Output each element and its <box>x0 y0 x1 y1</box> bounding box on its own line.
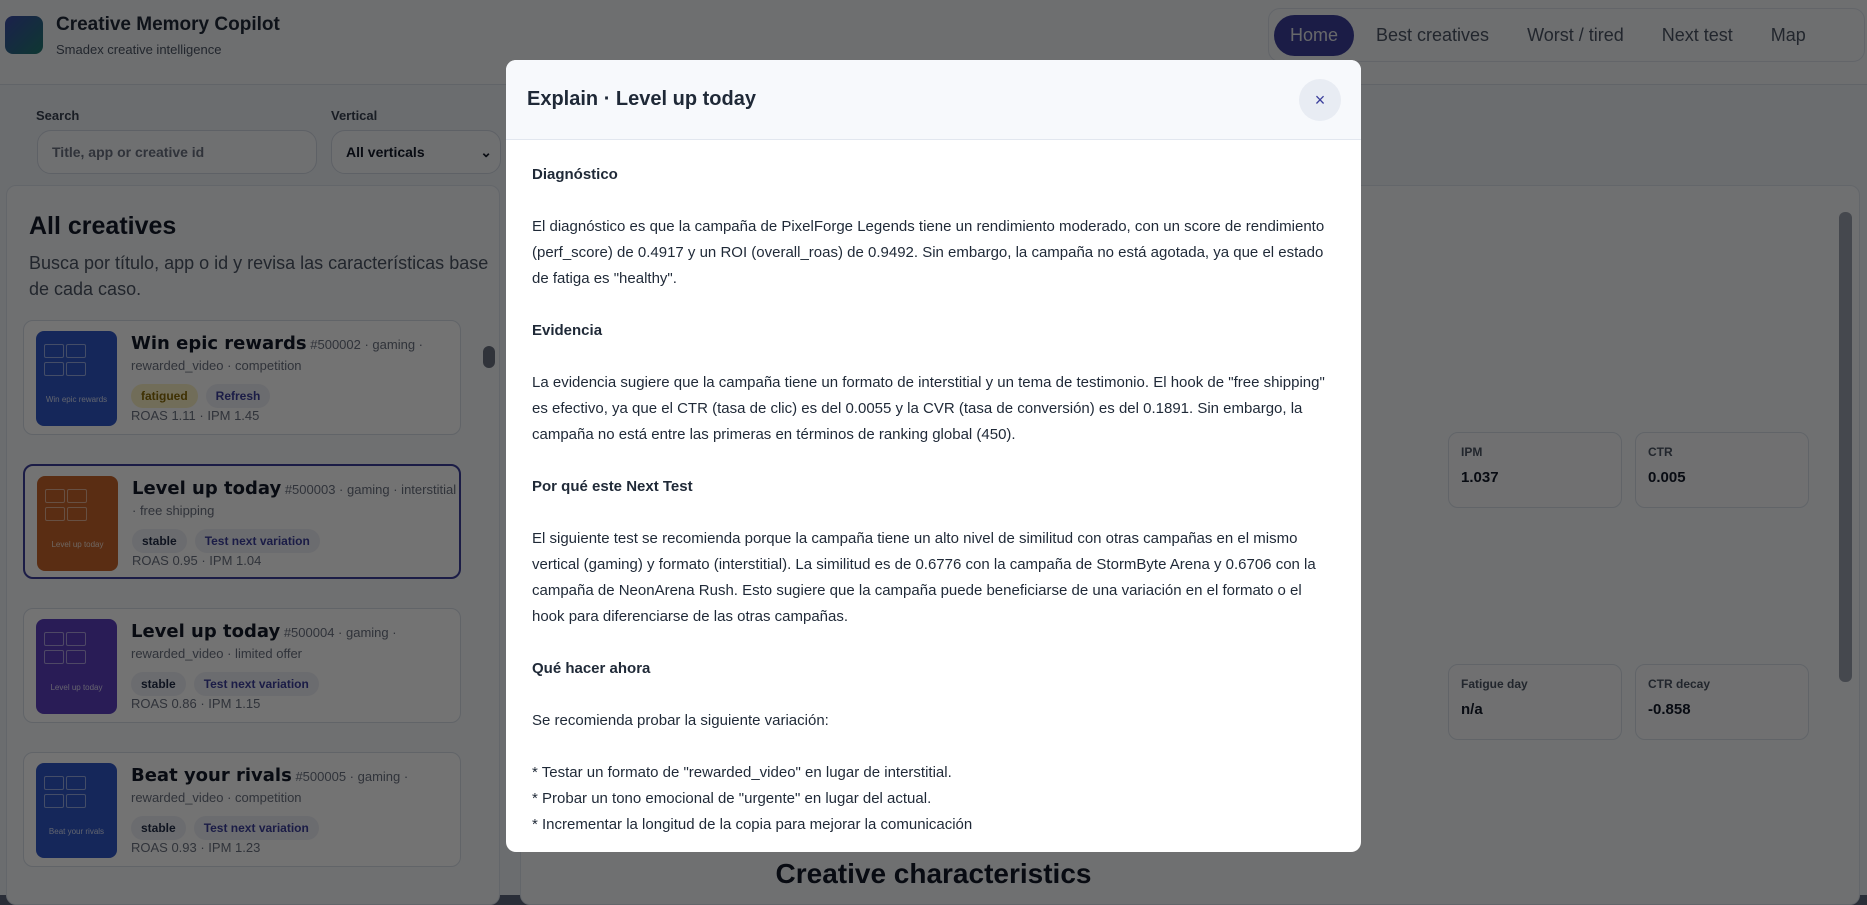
creative-thumbnail <box>36 331 117 426</box>
creative-stats: ROAS 0.95 · IPM 1.04 <box>132 553 262 568</box>
section-heading: Diagnóstico <box>532 166 618 183</box>
creative-title: Level up today <box>131 621 281 642</box>
thumbnail-text: Win epic rewards <box>45 395 108 404</box>
status-badge: stable <box>131 672 186 696</box>
action-badge: Refresh <box>206 384 271 408</box>
creative-title: Win epic rewards <box>131 333 307 354</box>
close-button[interactable] <box>1299 79 1341 121</box>
bullet-item: * Incrementar la longitud de la copia para mejorar la comunicación <box>532 816 973 833</box>
panel-subtitle: Busca por título, app o id y revisa las características base de cada caso. <box>29 253 489 299</box>
app-title: Creative Memory Copilot <box>56 14 280 35</box>
metric-value: 0.005 <box>1648 469 1686 486</box>
creative-meta: #500004 · gaming · rewarded_video · limited offer <box>131 625 397 661</box>
app-logo <box>5 16 43 54</box>
explain-modal <box>506 60 1361 852</box>
creative-thumbnail <box>37 476 118 571</box>
section-heading: Qué hacer ahora <box>532 660 651 677</box>
metric-value: 1.037 <box>1461 469 1499 486</box>
chevron-down-icon: ⌄ <box>480 143 492 160</box>
nav-best-creatives[interactable]: Best creatives <box>1376 24 1490 45</box>
creative-card[interactable] <box>23 464 461 579</box>
thumbnail-text: Level up today <box>51 540 104 549</box>
creative-card[interactable] <box>23 608 461 723</box>
metric-label: CTR decay <box>1648 677 1711 691</box>
status-badge: stable <box>132 529 187 553</box>
thumbnail-text: Level up today <box>50 683 103 692</box>
creative-stats: ROAS 0.93 · IPM 1.23 <box>131 840 261 855</box>
creative-meta: #500003 · gaming · interstitial · free shipping <box>132 482 457 518</box>
bullet-item: * Probar un tono emocional de "urgente" en lugar del actual. <box>532 790 932 807</box>
thumbnail-text: Beat your rivals <box>48 827 105 836</box>
metric-card-ctr <box>1635 432 1809 508</box>
close-icon: × <box>1314 89 1326 110</box>
metric-label: IPM <box>1461 445 1483 459</box>
action-badge: Test next variation <box>194 816 319 840</box>
section-text: El siguiente test se recomienda porque la campaña tiene un alto nivel de similitud con otras campañas en el mismo vertical (gaming) y formato (interstitial). La similitud es de 0.6776 con la campaña de StormByte Arena y 0.6706 con la campaña de NeonArena Rush. Esto sugiere que la campaña puede beneficiarse de una variación en el formato o el hook para diferenciarse de las otras campañas. <box>532 530 1316 625</box>
status-badge: fatigued <box>131 384 198 408</box>
creative-stats: ROAS 1.11 · IPM 1.45 <box>131 408 260 423</box>
vertical-select[interactable] <box>331 130 501 174</box>
creative-meta: #500002 · gaming · rewarded_video · competition <box>131 337 424 373</box>
panel-title: All creatives <box>29 212 177 240</box>
action-badge: Test next variation <box>194 672 319 696</box>
nav-home[interactable]: Home <box>1274 15 1354 56</box>
app-subtitle: Smadex creative intelligence <box>56 42 222 57</box>
creative-card[interactable] <box>23 320 461 435</box>
vertical-label: Vertical <box>331 108 378 123</box>
section-text: La evidencia sugiere que la campaña tiene un formato de interstitial y un tema de testimonio. El hook de "free shipping" es efectivo, ya que el CTR (tasa de clic) es del 0.0055 y la CVR (tasa de conversión) es del 0.1891. Sin embargo, la campaña no está entre las primeras en términos de ranking global (450). <box>532 374 1325 443</box>
creative-thumbnail <box>36 763 117 858</box>
creative-thumbnail <box>36 619 117 714</box>
creatives-panel <box>6 185 500 905</box>
action-badge: Test next variation <box>195 529 320 553</box>
section-heading: Por qué este Next Test <box>532 478 693 495</box>
search-label: Search <box>36 108 80 123</box>
main-nav <box>1268 8 1865 62</box>
modal-title: Explain · Level up today <box>527 88 756 110</box>
nav-map[interactable]: Map <box>1770 24 1806 45</box>
section-text: El diagnóstico es que la campaña de PixelForge Legends tiene un rendimiento moderado, con un score de rendimiento (perf_score) de 0.4917 y un ROI (overall_roas) de 0.9492. Sin embargo, la campaña no está agotada, ya que el estado de fatiga es "healthy". <box>532 218 1325 287</box>
search-input[interactable]: Title, app or creative id <box>37 130 317 174</box>
nav-worst-tired[interactable]: Worst / tired <box>1527 24 1624 45</box>
metric-value: n/a <box>1461 701 1483 718</box>
vertical-value: All verticals <box>346 144 425 160</box>
status-badge: stable <box>131 816 186 840</box>
metric-card-ctr-decay <box>1635 664 1809 740</box>
section-heading: Evidencia <box>532 322 603 339</box>
section-heading: Creative characteristics <box>775 858 1092 889</box>
metric-label: Fatigue day <box>1461 677 1528 691</box>
creative-card[interactable] <box>23 752 461 867</box>
creative-title: Level up today <box>132 478 282 499</box>
metric-card-fatigue-day <box>1448 664 1622 740</box>
section-text: Se recomienda probar la siguiente variación: <box>532 712 829 729</box>
metric-label: CTR <box>1648 445 1673 459</box>
metric-card-ipm <box>1448 432 1622 508</box>
detail-scrollbar-thumb[interactable] <box>1839 212 1852 682</box>
creative-stats: ROAS 0.86 · IPM 1.15 <box>131 696 261 711</box>
nav-next-test[interactable]: Next test <box>1661 24 1733 45</box>
modal-body <box>506 140 1361 838</box>
list-scrollbar-thumb[interactable] <box>483 346 495 368</box>
bullet-item: * Testar un formato de "rewarded_video" en lugar de interstitial. <box>532 764 952 781</box>
creative-title: Beat your rivals <box>131 765 292 786</box>
metric-value: -0.858 <box>1648 701 1691 718</box>
creative-meta: #500005 · gaming · rewarded_video · competition <box>131 769 409 805</box>
